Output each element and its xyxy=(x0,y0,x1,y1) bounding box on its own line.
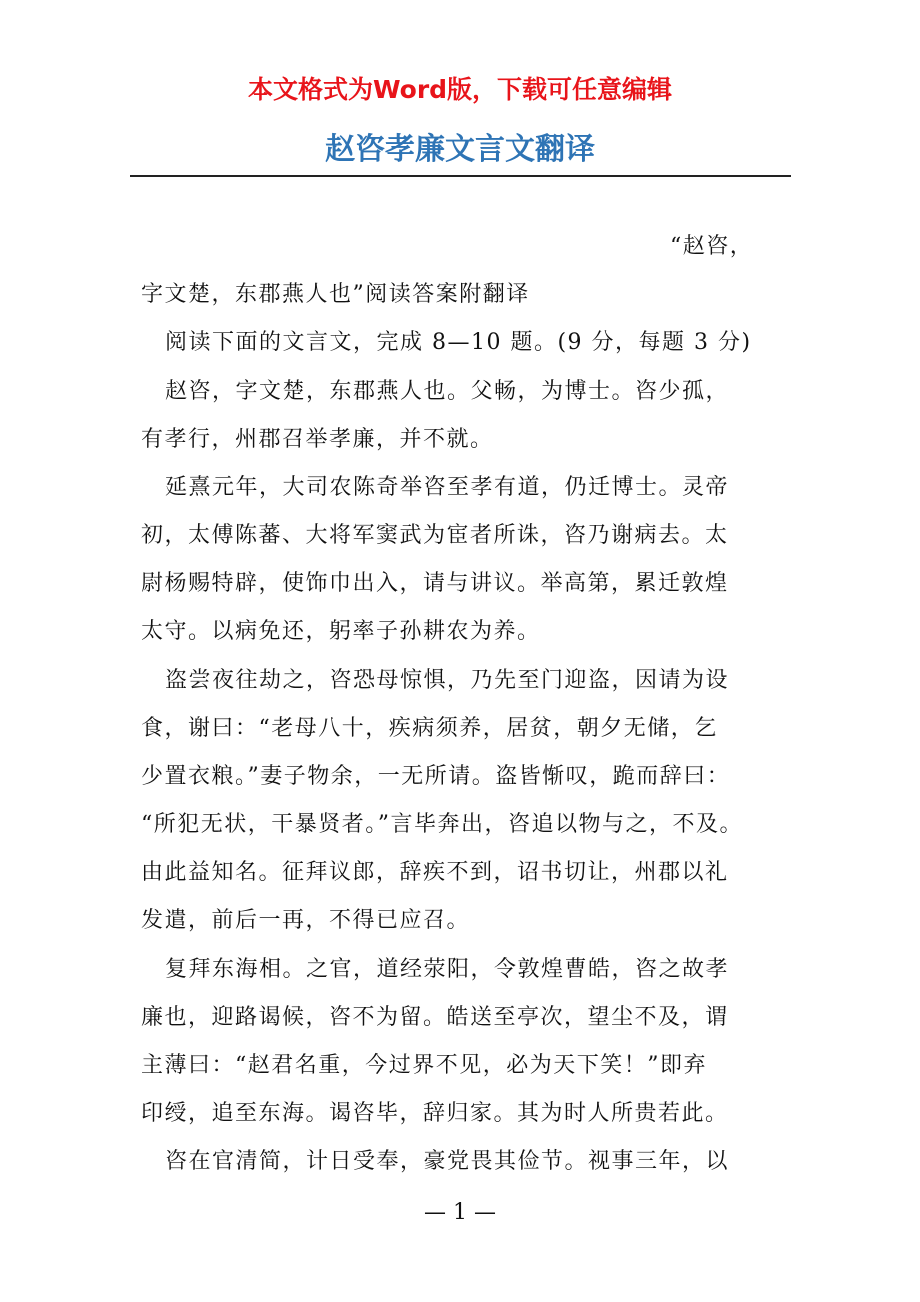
text-line: 赵咨，字文楚，东郡燕人也。父畅，为博士。咨少孤， xyxy=(165,379,730,404)
text-line: 印绶，追至东海。谒咨毕，辞归家。其为时人所贵若此。 xyxy=(141,1101,729,1126)
document-title: 赵咨孝廉文言文翻译 xyxy=(325,132,595,167)
text-line: 咨在官清简，计日受奉，豪党畏其俭节。视事三年，以 xyxy=(165,1149,730,1174)
text-line: 字文楚，东郡燕人也”阅读答案附翻译 xyxy=(141,282,530,307)
text-line: 有孝行，州郡召举孝廉，并不就。 xyxy=(141,427,494,452)
text-line: 延熹元年，大司农陈奇举咨至孝有道，仍迁博士。灵帝 xyxy=(165,475,730,500)
download-notice: 本文格式为Word版，下载可任意编辑 xyxy=(247,75,673,104)
text-line: 食，谢曰：“老母八十，疾病须养，居贫，朝夕无储，乞 xyxy=(141,716,718,741)
text-line: 复拜东海相。之官，道经荥阳，令敦煌曹皓，咨之故孝 xyxy=(165,957,730,982)
text-line: “所犯无状，干暴贤者。”言毕奔出，咨追以物与之，不及。 xyxy=(141,812,743,837)
text-line: 由此益知名。征拜议郎，辞疾不到，诏书切让，州郡以礼 xyxy=(141,860,729,885)
page-number: — 1 — xyxy=(424,1200,496,1225)
text-line: 阅读下面的文言文，完成 8—10 题。(9 分，每题 3 分) xyxy=(165,330,752,355)
text-line: 主薄曰：“赵君名重，今过界不见，必为天下笑！”即弃 xyxy=(141,1053,707,1078)
text-line: 廉也，迎路谒候，咨不为留。皓送至亭次，望尘不及，谓 xyxy=(141,1005,729,1030)
text-line: 初，太傅陈蕃、大将军窦武为宦者所诛，咨乃谢病去。太 xyxy=(141,523,729,548)
text-line: 盗尝夜往劫之，咨恐母惊惧，乃先至门迎盗，因请为设 xyxy=(165,668,730,693)
text-line: 太守。以病免还，躬率子孙耕农为养。 xyxy=(141,619,541,644)
text-line: 发遣，前后一再，不得已应召。 xyxy=(141,908,471,933)
text-line: “赵咨， xyxy=(670,234,754,259)
text-line: 尉杨赐特辟，使饰巾出入，请与讲议。举高第，累迁敦煌 xyxy=(141,571,729,596)
text-line: 少置衣粮。”妻子物余，一无所请。盗皆惭叹，跪而辞曰： xyxy=(141,764,731,789)
